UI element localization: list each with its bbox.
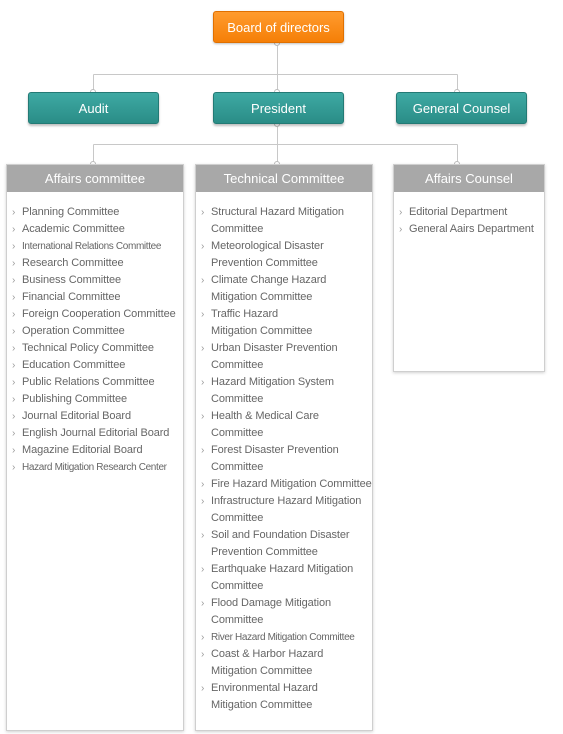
list-item: [196, 680, 372, 697]
chevron-right-icon: ›: [201, 649, 205, 660]
affairs-counsel-panel: [393, 164, 545, 372]
list-item: [196, 391, 372, 408]
list-item-label: Planning Committee: [22, 206, 120, 218]
list-item: [7, 272, 183, 289]
list-item: [196, 612, 372, 629]
chevron-right-icon: ›: [12, 445, 16, 456]
list-item-label: Health & Medical Care: [211, 410, 319, 422]
chevron-right-icon: ›: [12, 360, 16, 371]
list-item-label: Committee: [211, 359, 264, 371]
list-item-label: General Aairs Department: [409, 223, 534, 235]
list-item: [196, 323, 372, 340]
chevron-right-icon: ›: [12, 224, 16, 235]
list-item-label: Committee: [211, 427, 264, 439]
president-node: President: [213, 92, 344, 124]
list-item: [196, 374, 372, 391]
list-item-label: Mitigation Committee: [211, 699, 313, 711]
list-item-label: Committee: [211, 580, 264, 592]
list-item-label: Operation Committee: [22, 325, 125, 337]
list-item: [196, 238, 372, 255]
list-item-label: Hazard Mitigation Research Center: [22, 462, 167, 473]
list-item-label: English Journal Editorial Board: [22, 427, 170, 439]
list-item-label: Committee: [211, 393, 264, 405]
list-item-label: Urban Disaster Prevention: [211, 342, 338, 354]
list-item-label: Forest Disaster Prevention: [211, 444, 339, 456]
list-item: [196, 629, 372, 646]
list-item-label: Committee: [211, 223, 264, 235]
chevron-right-icon: ›: [201, 496, 205, 507]
list-item: [196, 255, 372, 272]
affairs-committee-header: Affairs committee: [7, 165, 183, 192]
list-item: [394, 221, 544, 238]
affairs-committee-panel: [6, 164, 184, 731]
list-item: [196, 697, 372, 714]
list-item: [7, 425, 183, 442]
list-item: [196, 221, 372, 238]
chevron-right-icon: ›: [12, 241, 15, 252]
list-item-label: Climate Change Hazard: [211, 274, 327, 286]
chevron-right-icon: ›: [201, 683, 205, 694]
list-item-label: Public Relations Committee: [22, 376, 155, 388]
chevron-right-icon: ›: [201, 530, 205, 541]
chevron-right-icon: ›: [201, 445, 205, 456]
chevron-right-icon: ›: [12, 343, 16, 354]
chevron-right-icon: ›: [12, 326, 16, 337]
list-item: [196, 544, 372, 561]
list-item: [7, 408, 183, 425]
chevron-right-icon: ›: [12, 207, 16, 218]
list-item: [196, 408, 372, 425]
list-item: [196, 595, 372, 612]
chevron-right-icon: ›: [12, 258, 16, 269]
list-item: [196, 425, 372, 442]
affairs-committee-list: [7, 192, 183, 476]
list-item-label: Foreign Cooperation Committee: [22, 308, 176, 320]
list-item-label: Soil and Foundation Disaster: [211, 529, 350, 541]
list-item: [196, 357, 372, 374]
affairs-counsel-header: Affairs Counsel: [394, 165, 544, 192]
list-item-label: Meteorological Disaster: [211, 240, 324, 252]
technical-committee-list: [196, 192, 372, 714]
audit-node: Audit: [28, 92, 159, 124]
list-item: [394, 204, 544, 221]
list-item: [196, 289, 372, 306]
list-item: [196, 340, 372, 357]
list-item-label: Research Committee: [22, 257, 124, 269]
chevron-right-icon: ›: [201, 632, 204, 643]
list-item-label: Infrastructure Hazard Mitigation: [211, 495, 362, 507]
list-item-label: Mitigation Committee: [211, 291, 313, 303]
chevron-right-icon: ›: [12, 377, 16, 388]
list-item-label: Journal Editorial Board: [22, 410, 131, 422]
list-item: [196, 204, 372, 221]
list-item: [7, 459, 183, 476]
chevron-right-icon: ›: [12, 394, 16, 405]
chevron-right-icon: ›: [201, 411, 205, 422]
list-item-label: Mitigation Committee: [211, 325, 313, 337]
list-item-label: River Hazard Mitigation Committee: [211, 632, 355, 643]
chevron-right-icon: ›: [12, 292, 16, 303]
list-item: [196, 272, 372, 289]
chevron-right-icon: ›: [201, 207, 205, 218]
list-item: [7, 289, 183, 306]
list-item: [7, 204, 183, 221]
list-item-label: Publishing Committee: [22, 393, 127, 405]
list-item: [7, 374, 183, 391]
list-item: [196, 493, 372, 510]
list-item: [7, 340, 183, 357]
chevron-right-icon: ›: [201, 479, 205, 490]
chevron-right-icon: ›: [201, 598, 205, 609]
chevron-right-icon: ›: [12, 428, 16, 439]
list-item-label: Academic Committee: [22, 223, 125, 235]
list-item-label: Education Committee: [22, 359, 126, 371]
list-item-label: Committee: [211, 512, 264, 524]
general-counsel-node: General Counsel: [396, 92, 527, 124]
chevron-right-icon: ›: [201, 309, 205, 320]
board-of-directors-node: Board of directors: [213, 11, 344, 43]
list-item-label: Financial Committee: [22, 291, 121, 303]
chevron-right-icon: ›: [399, 207, 403, 218]
list-item-label: Committee: [211, 614, 264, 626]
list-item-label: Magazine Editorial Board: [22, 444, 143, 456]
list-item-label: Flood Damage Mitigation: [211, 597, 331, 609]
list-item-label: Committee: [211, 461, 264, 473]
list-item-label: Mitigation Committee: [211, 665, 313, 677]
list-item: [7, 255, 183, 272]
list-item: [196, 663, 372, 680]
list-item: [196, 510, 372, 527]
list-item-label: Environmental Hazard: [211, 682, 318, 694]
chevron-right-icon: ›: [201, 343, 205, 354]
list-item: [7, 221, 183, 238]
list-item-label: Business Committee: [22, 274, 122, 286]
list-item: [7, 238, 183, 255]
chevron-right-icon: ›: [12, 411, 16, 422]
list-item: [7, 323, 183, 340]
chevron-right-icon: ›: [12, 309, 16, 320]
technical-committee-header: Technical Committee: [196, 165, 372, 192]
technical-committee-panel: [195, 164, 373, 731]
list-item: [196, 306, 372, 323]
chevron-right-icon: ›: [201, 377, 205, 388]
list-item-label: Prevention Committee: [211, 257, 318, 269]
affairs-counsel-list: [394, 192, 544, 238]
list-item: [196, 561, 372, 578]
list-item-label: Coast & Harbor Hazard: [211, 648, 324, 660]
list-item-label: Traffic Hazard: [211, 308, 279, 320]
chevron-right-icon: ›: [12, 275, 16, 286]
chevron-right-icon: ›: [201, 564, 205, 575]
list-item: [196, 459, 372, 476]
list-item-label: Hazard Mitigation System: [211, 376, 334, 388]
list-item: [196, 578, 372, 595]
chevron-right-icon: ›: [399, 224, 403, 235]
list-item-label: International Relations Committee: [22, 241, 162, 252]
list-item-label: Fire Hazard Mitigation Committee: [211, 478, 372, 490]
list-item: [196, 476, 372, 493]
list-item: [196, 442, 372, 459]
list-item: [7, 391, 183, 408]
chevron-right-icon: ›: [12, 462, 15, 473]
list-item-label: Structural Hazard Mitigation: [211, 206, 344, 218]
list-item-label: Technical Policy Committee: [22, 342, 154, 354]
list-item-label: Editorial Department: [409, 206, 508, 218]
list-item-label: Prevention Committee: [211, 546, 318, 558]
list-item: [7, 306, 183, 323]
chevron-right-icon: ›: [201, 275, 205, 286]
list-item: [7, 442, 183, 459]
list-item: [7, 357, 183, 374]
list-item: [196, 527, 372, 544]
chevron-right-icon: ›: [201, 241, 205, 252]
list-item: [196, 646, 372, 663]
list-item-label: Earthquake Hazard Mitigation: [211, 563, 354, 575]
